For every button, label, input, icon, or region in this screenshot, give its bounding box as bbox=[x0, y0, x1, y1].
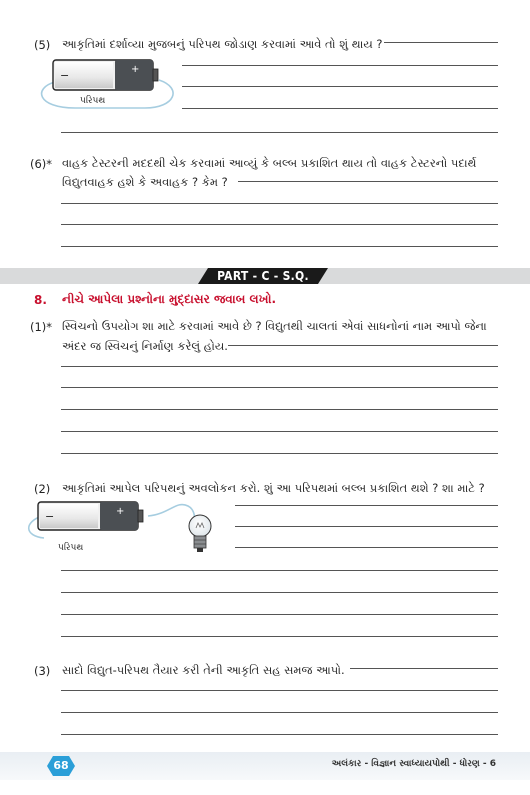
question-number: (2) bbox=[34, 482, 51, 496]
question-text: વિદ્યુતવાહક હશે કે અવાહક ? કેમ ? bbox=[62, 175, 228, 189]
question-text: સ્વિચનો ઉપયોગ શા માટે કરવામાં આવે છે ? વિદ્યુતથી ચાલતાં એવાં સાધનોનાં નામ આપો જેના bbox=[62, 319, 487, 333]
answer-line[interactable] bbox=[61, 570, 498, 571]
battery-bulb-figure bbox=[20, 496, 220, 562]
question-number: (1)* bbox=[30, 320, 53, 334]
question-text: આકૃતિમાં દર્શાવ્યા મુજબનું પરિપથ જોડાણ કરવામાં આવે તો શું થાય ? bbox=[62, 37, 383, 51]
answer-line[interactable] bbox=[61, 224, 498, 225]
section-title: નીચે આપેલા પ્રશ્નોના મુદ્દાસર જવાબ લખો. bbox=[62, 292, 277, 306]
answer-line[interactable] bbox=[350, 668, 498, 669]
question-text: આકૃતિમાં આપેલ પરિપથનું અવલોકન કરો. શું આ પરિપથમાં બલ્બ પ્રકાશિત થશે ? શા માટે ? bbox=[62, 481, 485, 495]
answer-line[interactable] bbox=[61, 690, 498, 691]
answer-line[interactable] bbox=[182, 108, 498, 109]
question-text: સાદો વિદ્યુત-પરિપથ તૈયાર કરી તેની આકૃતિ સહ સમજ આપો. bbox=[62, 663, 345, 677]
answer-line[interactable] bbox=[61, 132, 498, 133]
answer-line[interactable] bbox=[61, 387, 498, 388]
question-number: (5) bbox=[34, 38, 51, 52]
answer-line[interactable] bbox=[61, 409, 498, 410]
page-number: 68 bbox=[53, 759, 69, 772]
battery-circuit-figure bbox=[35, 52, 180, 110]
answer-line[interactable] bbox=[182, 65, 498, 66]
question-text: વાહક ટેસ્ટરની મદદથી ચેક કરવામાં આવ્યું કે બલ્બ પ્રકાશિત થાય તો વાહક ટેસ્ટરનો પદાર્થ bbox=[62, 156, 477, 170]
answer-line[interactable] bbox=[61, 614, 498, 615]
answer-line[interactable] bbox=[384, 42, 498, 43]
question-text: અંદર જ સ્વિચનું નિર્માણ કરેલું હોય. bbox=[62, 339, 228, 353]
answer-line[interactable] bbox=[61, 431, 498, 432]
answer-line[interactable] bbox=[61, 366, 498, 367]
answer-line[interactable] bbox=[61, 246, 498, 247]
question-number: (3) bbox=[34, 664, 51, 678]
answer-line[interactable] bbox=[235, 505, 498, 506]
svg-text:+: + bbox=[131, 64, 140, 75]
answer-line[interactable] bbox=[61, 712, 498, 713]
question-number: (6)* bbox=[30, 157, 53, 171]
svg-text:−: − bbox=[45, 510, 55, 523]
answer-line[interactable] bbox=[61, 453, 498, 454]
answer-line[interactable] bbox=[228, 345, 498, 346]
section-number: 8. bbox=[34, 293, 47, 307]
answer-line[interactable] bbox=[238, 181, 498, 182]
answer-line[interactable] bbox=[182, 86, 498, 87]
answer-line[interactable] bbox=[61, 203, 498, 204]
footer-text: અલંકાર - વિજ્ઞાન સ્વાધ્યાયપોથી - ધોરણ - 6 bbox=[331, 759, 496, 769]
svg-text:+: + bbox=[116, 506, 125, 517]
svg-text:−: − bbox=[60, 69, 70, 82]
circuit-label: પરિપથ bbox=[80, 96, 106, 106]
answer-line[interactable] bbox=[61, 592, 498, 593]
answer-line[interactable] bbox=[61, 636, 498, 637]
answer-line[interactable] bbox=[235, 547, 498, 548]
answer-line[interactable] bbox=[61, 734, 498, 735]
circuit-label: પરિપથ bbox=[58, 543, 84, 553]
answer-line[interactable] bbox=[235, 526, 498, 527]
part-label: PART - C - S.Q. bbox=[217, 269, 309, 283]
